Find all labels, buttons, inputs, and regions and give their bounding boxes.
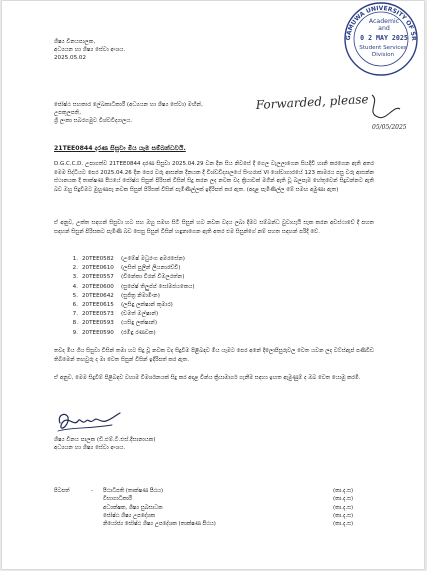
- cc-row: [54, 512, 353, 520]
- cc-note: (කා.දැ.ස): [333, 488, 354, 494]
- list-number: 9.: [72, 329, 78, 336]
- list-item: [66, 255, 195, 264]
- body-paragraph-2: ඒ අනුව, උක්ත සඳහන් සිසුවා හට සහ ඔහු සමඟ සිටි සිසුන් හට නවක වදය ලබා දීමට සම්බන්ධ වුවායැයි සැක කරන අවස්ථාවේ දී පහත සඳහන් සිසුන් පිරිසකට පැමිණි බව සෙසු සිසුන් විසින් හඳුනාගෙන ඇති අතර එම සිසුන්ගේ නම් පහත සඳහන් පරිදි වේ.: [54, 220, 374, 235]
- signatory-name: ශිෂ්‍ය විනය පාලක (ඩී.එම්.ටී.එස්.දිසානායක): [54, 437, 156, 443]
- closing-paragraph-2: ඒ අනුව, මෙම සිදුවීම් පිළිබඳව වහාම විමර්ශනයක් සිදු කර අදාළ වින්ය ක්‍රියාමාර්ග ගැනීම සඳහා ඉහත ඇමුණුම් ද ඔබ වෙත යොමු කරමි.: [54, 375, 361, 381]
- list-item: [66, 301, 195, 310]
- handwritten-note: [254, 91, 414, 133]
- stamp-line-division: Division: [371, 52, 395, 58]
- list-item: [66, 292, 195, 301]
- stamp-line-student-services: Student Services: [359, 45, 407, 51]
- student-reg-no: 20TEE0593: [82, 320, 114, 327]
- list-number: 1.: [72, 256, 78, 262]
- student-name: (ලසිඳු ලක්ෂාන් කුමාර): [121, 302, 173, 309]
- student-reg-no: 20TEE0615: [82, 302, 114, 309]
- letter-subject: 21TEE0844 දරණ සිසුවා මිය යෑම සම්බන්ධවයි.: [54, 145, 186, 152]
- student-reg-no: 20TEE0590: [82, 329, 114, 336]
- signature-stroke: [59, 413, 120, 428]
- cc-note: (කා.දැ.ස): [333, 521, 354, 528]
- student-name: (රමිඳු රණවක): [121, 329, 156, 336]
- cc-recipient: අධ්‍යක්ෂක, ශිෂ්‍ය සුබසාධක: [103, 504, 163, 511]
- student-reg-no: 20TEE0600: [82, 283, 114, 290]
- university-stamp: [340, 1, 422, 77]
- student-name: (යසිඳු ලක්ෂාන්): [121, 320, 158, 327]
- list-number: 2.: [72, 265, 78, 272]
- cc-recipient: නියෝජ්‍ය ජෝෂ්ඨ ශිෂ්‍ය උපදේශක (තාක්ෂණ පීඨය): [103, 521, 216, 528]
- cc-row: [54, 495, 353, 503]
- student-reg-no: 20TEE0573: [82, 311, 114, 318]
- cc-note: (කා.දැ.ස): [333, 504, 354, 511]
- sender-line: උපකුලපති,: [54, 110, 81, 116]
- student-list: [66, 255, 195, 338]
- list-number: 7.: [72, 311, 78, 318]
- student-name: (ලසිත් පුලින් ලියනාරච්චි): [121, 265, 181, 272]
- student-name: (සුජිත්‍ර නිමාමිංන): [121, 292, 160, 299]
- closing-paragraph-1: තවද මිය ගිය සිසුවා විසින් තමා හට සිදු වූ නවක වද සිදුවීම පිළිබඳව මිය යෑමට පෙර අනේ දිලොපිසුරුවල වෙත යවන ලද වට්ස්ඇප් පණිවිඩ තිබීමෙන් තහවුරු ද මා වෙත සිසුන් විසින් ඉදිරිපත් කර ඇත.: [54, 348, 374, 363]
- handwritten-initials-icon: [372, 95, 400, 118]
- list-item: [66, 329, 195, 338]
- student-reg-no: 20TEE0642: [82, 292, 114, 299]
- list-item: [66, 264, 195, 273]
- recipient-block: [54, 39, 125, 63]
- cc-note: (කා.දැ.ස): [333, 496, 354, 503]
- handwritten-date: 05/05/2025: [372, 124, 407, 131]
- student-name: (උමේෂ් මධුරංග අමරසේන): [121, 256, 185, 262]
- stamp-line-academic: Academic: [368, 18, 400, 25]
- cc-recipient: විභාගාධිකාරී: [103, 496, 132, 503]
- sender-block: [54, 102, 203, 126]
- handwritten-forwarded: Forwarded, please: [255, 92, 369, 112]
- signatory-office: අධ්‍යයන හා ශිෂ්‍ය සේවා අංශය.: [54, 445, 126, 451]
- student-reg-no: 20TEE0610: [82, 265, 114, 272]
- cc-recipient: පීඨාධිපති (තාක්ෂණ පීඨය): [103, 488, 164, 494]
- recipient-line: අධ්‍යයන හා ශිෂ්‍ය සේවා අංශය.: [54, 47, 126, 53]
- list-number: 4.: [72, 283, 78, 290]
- list-number: 5.: [72, 292, 78, 299]
- cc-label: පිටපත්: [54, 488, 70, 494]
- cc-list: [54, 487, 353, 528]
- list-item: [66, 283, 195, 292]
- body-paragraph-1: D.G.C.C.D. උපාගත්ව 21TEE0844 දරණ සිසුවා 2025.04.29 වන දින සිය නිවසේ දී ගෙල වැලලාගෙන සියදිවි හානි කරගෙන ඇති අතර මෙම සිද්ධියට පෙර 2025.04.26 දින පෙර වරු ආසන්න දිනයක දී විශ්වවිද්‍යාලයේ සිංහරාජ VI ශෝචාගාරයේ 123 කාමරය පසු වරු ආසන්න ස්ථානයක දී තාක්ෂණ පීඨයේ ජෝෂ්ඨ සිසුන් පිරිසක් විසින් සිදු කරන ලද නවක වද ක්‍රියාවක් මගින් ඇති වූ බලපෑම හේතුවෙන් සිදුවන්නට ඇති බව ඔහු සිදුවීමට මුහුණපෑ නවක සිසුන් පිරිසක් විසින් පැමිණිල්ලක් ඉදිරිපත් කර ඇත. (අදාළ පැමිණිල්ල මේ සමඟ අමුණා ඇත): [54, 161, 374, 193]
- cc-row: පිටපත් - පීඨාධිපති (තාක්ෂණ පීඨය) (කා.දැ.ස): [54, 488, 354, 494]
- letter-date: 2025.05.02: [54, 55, 87, 61]
- cc-row: [54, 520, 353, 528]
- list-item: [66, 273, 195, 282]
- stamp-university-arc: GAMUWA UNIVERSITY OF SR: [344, 4, 418, 41]
- handwritten-signature-icon: [54, 409, 124, 435]
- letter-page: [2, 1, 424, 569]
- student-name: (චමත් මල්ෂාන්): [121, 311, 159, 318]
- student-name: (විනේකා විරන් විමලරත්න): [121, 274, 185, 281]
- list-item: [66, 319, 195, 328]
- list-number: 6.: [72, 302, 78, 309]
- cc-recipient: ජෝෂ්ඨ ශිෂ්‍ය උපදේශක: [103, 512, 156, 519]
- sender-line: ජෝෂ්ඨ සහකාර ලේඛකාධිකාරී (අධ්‍යයන හා ශිෂ්‍ය සේවා) මඟින්,: [54, 102, 203, 108]
- recipient-line: ශිෂ්‍ය විනයපාලක,: [54, 39, 96, 45]
- student-name: (සුපේෂ් තිලුප්ප් සෝමජයකෙය): [121, 283, 195, 290]
- list-item: [66, 310, 195, 319]
- stamp-date: 0 2 MAY 2025: [360, 34, 408, 42]
- cc-row: [54, 504, 353, 512]
- sender-line: ශ්‍රී ලංකා සබරගමුව විශ්වවිද්‍යාලය.: [54, 118, 133, 124]
- list-number: 8.: [72, 320, 78, 327]
- stamp-line-and: and: [378, 25, 390, 32]
- list-number: 3.: [72, 274, 78, 281]
- student-reg-no: 20TEE0557: [82, 274, 114, 281]
- student-reg-no: 20TEE0582: [82, 256, 114, 262]
- cc-note: (කා.දැ.ස): [333, 512, 354, 519]
